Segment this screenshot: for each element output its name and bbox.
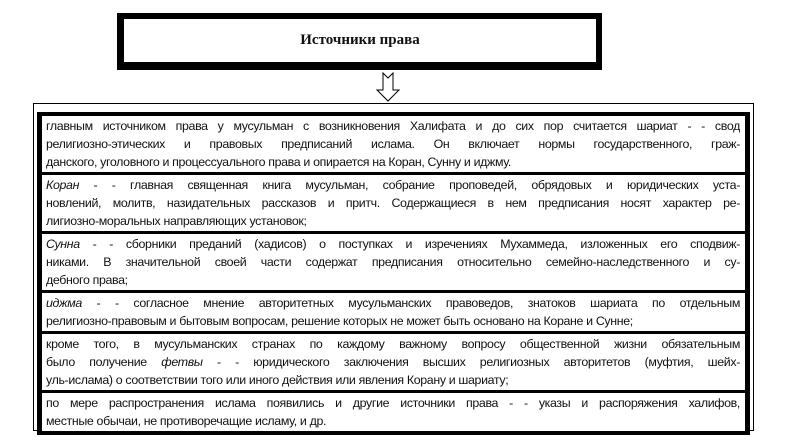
diagram-title: Источники права bbox=[300, 32, 420, 48]
text-line: кроме того, в мусульманских странах по каждому важному вопросу общественной жизни обязательным bbox=[46, 337, 740, 351]
text-line: никами. В значительной своей части содержат предписания относительно семейно-наследственного и су- bbox=[46, 255, 740, 269]
source-item-ijma bbox=[42, 293, 745, 331]
source-item-fatwa bbox=[42, 334, 745, 390]
text-line: по мере распространения ислама появились и другие источники права - - указы и распоряжения халифов, bbox=[46, 396, 740, 410]
text-line: религиозно-правовым и бытовым вопросам, решение которых не может быть основано на Коране и Сунне; bbox=[46, 314, 633, 328]
text-segment: было получение bbox=[46, 355, 162, 369]
text-line: дебного права; bbox=[46, 273, 128, 287]
text-line: местные обычаи, не противоречащие исламу, и др. bbox=[46, 414, 327, 428]
text-line bbox=[46, 294, 740, 312]
title-box bbox=[117, 13, 602, 70]
text-segment: - - главная священная книга мусульман, собрание проповедей, обрядовых и юридических уста- bbox=[79, 178, 740, 192]
term-fatwa: фетвы bbox=[161, 355, 203, 369]
text-line bbox=[46, 176, 740, 194]
term-quran: Коран bbox=[46, 178, 80, 192]
text-line bbox=[46, 353, 740, 371]
text-segment: - - согласное мнение авторитетных мусульманских правоведов, знатоков шариата по отдельным bbox=[81, 296, 740, 310]
title-inner bbox=[123, 18, 597, 63]
text-line: лигиозно-моральных направляющих установок; bbox=[46, 214, 307, 228]
arrow-down-icon bbox=[375, 72, 401, 102]
text-line: данского, уголовного и процессуального права и опирается на Коран, Сунну и иджму. bbox=[46, 155, 511, 169]
source-item-quran bbox=[42, 175, 745, 231]
source-item-sharia bbox=[42, 116, 745, 172]
sources-list bbox=[37, 112, 750, 435]
source-item-other bbox=[42, 393, 745, 431]
text-line: уль-ислама) о соответствии того или иного действия или явления Корану и шариату; bbox=[46, 373, 509, 387]
text-line: религиозно-этических и правовых предписаний ислама. Он включает нормы государственного, граж- bbox=[46, 137, 740, 151]
source-item-sunnah bbox=[42, 234, 745, 290]
text-segment: - - юридического заключения высших религиозных авторитетов (муфтия, шейх- bbox=[202, 355, 740, 369]
term-ijma: иджма bbox=[46, 296, 82, 310]
text-line: главным источником права у мусульман с возникновения Халифата и до сих пор считается шариат - - свод bbox=[46, 119, 740, 133]
text-line bbox=[46, 235, 740, 253]
text-line: новлений, молитв, назидательных рассказов и притч. Содержащиеся в нем предписания носят характер ре- bbox=[46, 196, 740, 210]
term-sunnah: Сунна bbox=[46, 237, 80, 251]
text-segment: - - сборники преданий (хадисов) о поступках и изречениях Мухаммеда, изложенных его сподвиж- bbox=[79, 237, 740, 251]
